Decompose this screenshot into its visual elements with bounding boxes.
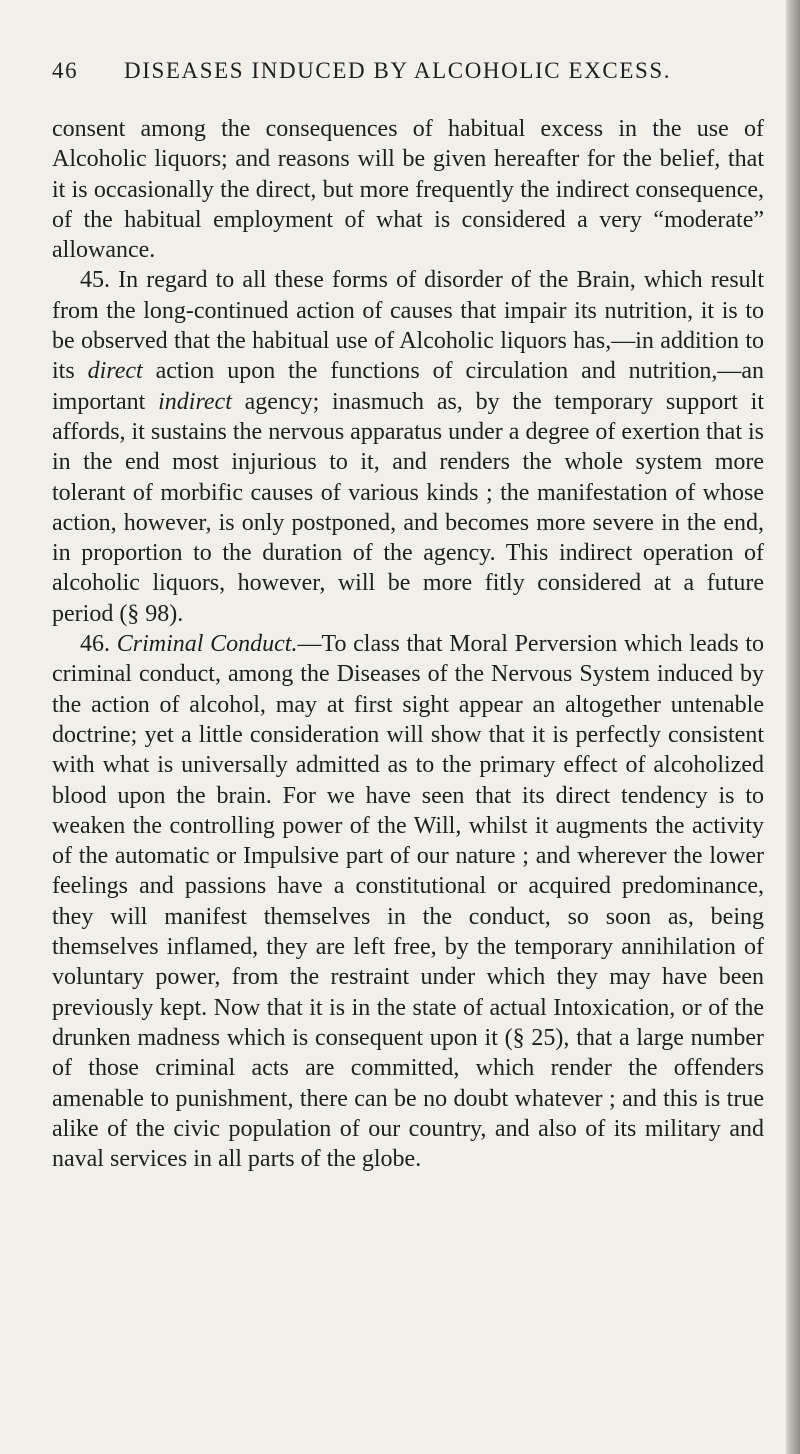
paragraph-45: [52, 265, 764, 629]
section-heading-criminal-conduct: Criminal Conduct.: [116, 631, 298, 658]
paragraph-46-text: —To class that Moral Perversion which leads to criminal conduct, among the Diseases of the Nervous System induced by the action of alcohol, may at first sight appear an altogether untenable doctrine; yet a little consideration will show that it is perfectly consistent with what is universally admitted as to the primary effect of alcoholized blood upon the brain. For we have seen that its direct tendency is to weaken the controlling power of the Will, whilst it augments the activity of the automatic or Impulsive part of our nature ; and wherever the lower feelings and passions have a constitutional or acquired predominance, they will manifest themselves in the conduct, so soon as, being themselves inflamed, they are left free, by the temporary annihilation of voluntary power, from the restraint under which they may have been previously kept. Now that it is in the state of actual Intoxication, or of the drunken madness which is consequent upon it (§ 25), that a large number of those criminal acts are committed, which render the offenders amenable to punishment, there can be no doubt whatever ; and this is true alike of the civic population of our country, and also of its military and naval services in all parts of the globe.: [52, 631, 765, 1173]
page-number: 46: [52, 58, 79, 83]
paragraph-46: [52, 629, 764, 1174]
emphasis-indirect: indirect: [158, 388, 232, 415]
emphasis-direct: direct: [87, 358, 143, 385]
body-text: [52, 114, 764, 1174]
page-header: [52, 58, 752, 86]
running-head: DISEASES INDUCED BY ALCOHOLIC EXCESS.: [124, 58, 672, 83]
paragraph-45-text-c: agency; inasmuch as, by the temporary support it affords, it sustains the nervous apparatus under a degree of exertion that is in the end most injurious to it, and renders the whole system more tolerant of morbific causes of various kinds ; the manifestation of whose action, however, is only postponed, and becomes more severe in the end, in proportion to the duration of the agency. This indirect operation of alcoholic liquors, however, will be more fitly considered at a future period (§ 98).: [52, 388, 765, 627]
paragraph-continuation: consent among the consequences of habitual excess in the use of Alcoholic liquors; and reasons will be given hereafter for the belief, that it is occasionally the direct, but more frequently the indirect consequence, of the habitual employment of what is considered a very “moderate” allowance.: [52, 116, 764, 264]
section-number-45: 45.: [80, 267, 110, 294]
page-binding-edge: [786, 0, 800, 1454]
section-number-46: 46.: [80, 631, 110, 658]
paragraph-45-text-a: In regard to all these forms of disorder of the Brain, which result from the long-continued action of causes that impair its nutrition, it is to be observed that the habitual use of Alcoholic liquors has,—in addition to its: [52, 267, 765, 385]
paragraph-45-text-b: action upon the functions of circulation and nutrition,—an important: [52, 358, 764, 415]
